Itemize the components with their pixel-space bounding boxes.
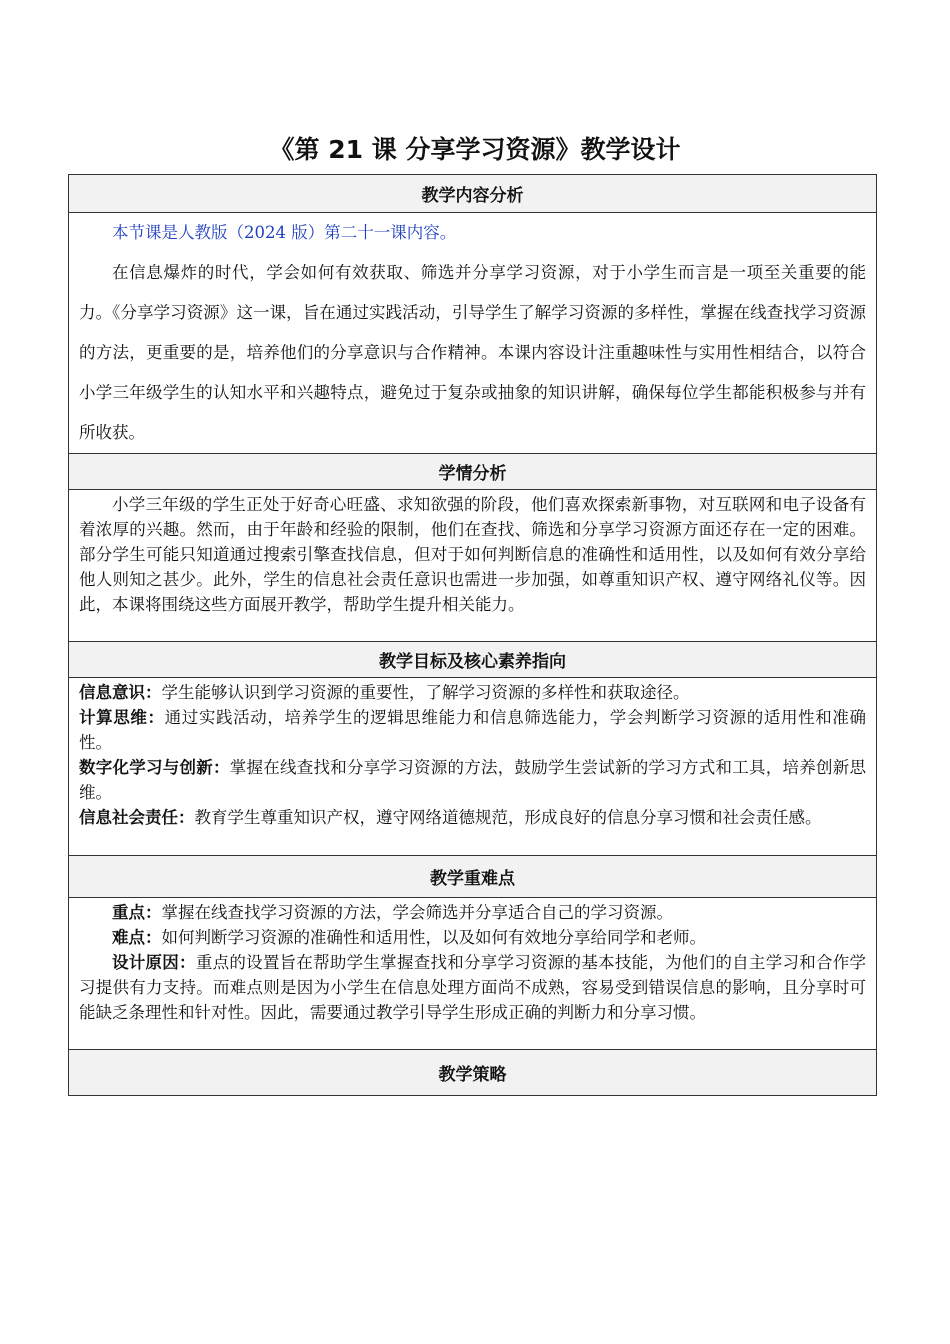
objective-label: 信息社会责任：	[79, 808, 195, 827]
strategy-heading: 教学策略	[69, 1050, 877, 1096]
key-point-label: 重点：	[112, 903, 162, 922]
objective-label: 信息意识：	[79, 683, 162, 702]
learner-analysis-body	[69, 490, 877, 642]
learner-paragraph: 小学三年级的学生正处于好奇心旺盛、求知欲强的阶段，他们喜欢探索新事物，对互联网和电子设备有着浓厚的兴趣。然而，由于年龄和经验的限制，他们在查找、筛选和分享学习资源方面还存在一定的困难。部分学生可能只知道通过搜索引擎查找信息，但对于如何判断信息的准确性和适用性，以及如何有效分享给他人则知之甚少。此外，学生的信息社会责任意识也需进一步加强，如尊重知识产权、遵守网络礼仪等。因此，本课将围绕这些方面展开教学，帮助学生提升相关能力。	[79, 495, 866, 614]
section-body-row	[69, 678, 877, 856]
lesson-plan-table	[68, 174, 877, 1096]
section-body-row	[69, 490, 877, 642]
content-intro: 本节课是人教版（2024 版）第二十一课内容。	[112, 223, 457, 242]
objective-item	[79, 680, 866, 705]
objective-label: 计算思维：	[79, 708, 165, 727]
key-point-label: 设计原因：	[112, 953, 196, 972]
key-points-heading: 教学重难点	[69, 856, 877, 898]
key-points-body	[69, 898, 877, 1050]
content-paragraph: 在信息爆炸的时代，学会如何有效获取、筛选并分享学习资源，对于小学生而言是一项至关重要的能力。《分享学习资源》这一课，旨在通过实践活动，引导学生了解学习资源的多样性，掌握在线查找学习资源的方法，更重要的是，培养他们的分享意识与合作精神。本课内容设计注重趣味性与实用性相结合，以符合小学三年级学生的认知水平和兴趣特点，避免过于复杂或抽象的知识讲解，确保每位学生都能积极参与并有所收获。	[79, 263, 866, 442]
document-title: 《第 21 课 分享学习资源》教学设计	[269, 135, 681, 164]
content-analysis-heading: 教学内容分析	[69, 175, 877, 213]
learner-analysis-heading: 学情分析	[69, 454, 877, 490]
objective-text: 学生能够认识到学习资源的重要性，了解学习资源的多样性和获取途径。	[161, 683, 690, 702]
section-header-row	[69, 856, 877, 898]
section-body-row	[69, 213, 877, 454]
section-header-row	[69, 1050, 877, 1096]
objective-item	[79, 805, 866, 830]
section-header-row	[69, 454, 877, 490]
objective-item	[79, 705, 866, 755]
objective-text: 教育学生尊重知识产权，遵守网络道德规范，形成良好的信息分享习惯和社会责任感。	[194, 808, 822, 827]
objective-text: 掌握在线查找和分享学习资源的方法，鼓励学生尝试新的学习方式和工具，培养创新思维。	[79, 758, 866, 802]
key-point-text: 掌握在线查找学习资源的方法，学会筛选并分享适合自己的学习资源。	[161, 903, 673, 922]
key-point-text: 如何判断学习资源的准确性和适用性，以及如何有效地分享给同学和老师。	[161, 928, 706, 947]
key-point-item	[79, 900, 866, 925]
objective-text: 通过实践活动，培养学生的逻辑思维能力和信息筛选能力，学会判断学习资源的适用性和准确性。	[79, 708, 867, 752]
key-point-item	[79, 925, 866, 950]
objectives-body	[69, 678, 877, 856]
objectives-heading: 教学目标及核心素养指向	[69, 642, 877, 678]
key-point-label: 难点：	[112, 928, 162, 947]
section-header-row	[69, 175, 877, 213]
key-point-item	[79, 950, 866, 1025]
section-header-row	[69, 642, 877, 678]
content-analysis-body	[69, 213, 877, 454]
objective-item	[79, 755, 866, 805]
key-point-text: 重点的设置旨在帮助学生掌握查找和分享学习资源的基本技能，为他们的自主学习和合作学习提供有力支持。而难点则是因为小学生在信息处理方面尚不成熟，容易受到错误信息的影响，且分享时可能缺乏条理性和针对性。因此，需要通过教学引导学生形成正确的判断力和分享习惯。	[79, 953, 867, 1022]
objective-label: 数字化学习与创新：	[79, 758, 230, 777]
section-body-row	[69, 898, 877, 1050]
